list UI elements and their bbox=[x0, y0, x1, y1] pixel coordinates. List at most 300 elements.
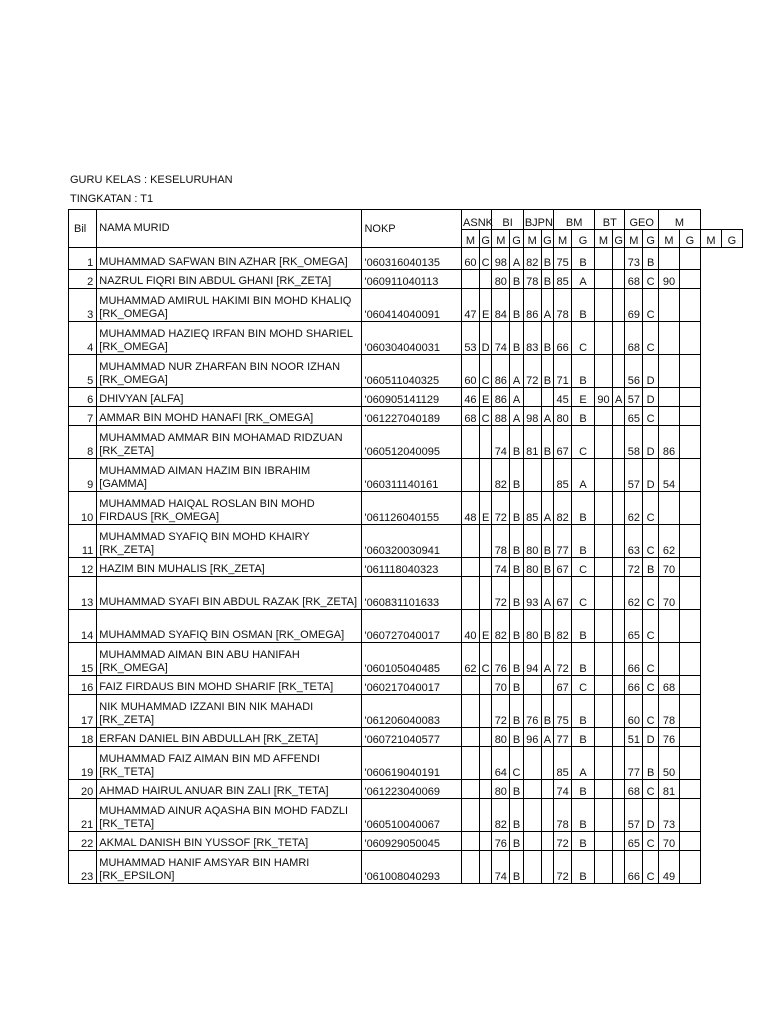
mark-cell: 47 bbox=[462, 289, 480, 322]
student-name: HAZIM BIN MUHALIS [RK_ZETA] bbox=[97, 558, 362, 577]
grade-cell: A bbox=[541, 643, 554, 676]
grade-cell bbox=[541, 747, 554, 780]
mark-cell: 57 bbox=[625, 459, 643, 492]
grade-cell bbox=[612, 747, 625, 780]
mark-cell: 74 bbox=[492, 558, 510, 577]
row-number: 5 bbox=[69, 355, 97, 388]
col-header-mark: M bbox=[625, 230, 643, 248]
grade-cell: B bbox=[510, 676, 524, 695]
table-row bbox=[69, 355, 743, 388]
row-number: 1 bbox=[69, 248, 97, 270]
mark-cell: 78 bbox=[492, 525, 510, 558]
grade-cell bbox=[479, 799, 492, 832]
grade-cell: D bbox=[643, 388, 659, 407]
mark-cell: 68 bbox=[625, 322, 643, 355]
table-row bbox=[69, 643, 743, 676]
grade-cell: C bbox=[572, 577, 595, 610]
grade-cell: B bbox=[510, 780, 524, 799]
mark-cell bbox=[523, 851, 541, 884]
mark-cell: 74 bbox=[492, 322, 510, 355]
col-header-subject: ASNK bbox=[462, 210, 492, 230]
mark-cell: 54 bbox=[659, 459, 680, 492]
grade-cell: B bbox=[541, 558, 554, 577]
student-name: MUHAMMAD AIMAN BIN ABU HANIFAH [RK_OMEGA] bbox=[97, 643, 362, 676]
student-ic-number: '060905141129 bbox=[362, 388, 462, 407]
grade-cell: B bbox=[510, 459, 524, 492]
grade-cell bbox=[541, 388, 554, 407]
student-ic-number: '061223040069 bbox=[362, 780, 462, 799]
mark-cell: 67 bbox=[554, 676, 572, 695]
grade-cell bbox=[679, 459, 700, 492]
table-row bbox=[69, 525, 743, 558]
mark-cell: 65 bbox=[625, 610, 643, 643]
mark-cell: 94 bbox=[523, 643, 541, 676]
col-header-mark: M bbox=[554, 230, 572, 248]
grade-cell: B bbox=[541, 610, 554, 643]
mark-cell: 46 bbox=[462, 388, 480, 407]
row-number: 22 bbox=[69, 832, 97, 851]
grade-cell: B bbox=[510, 289, 524, 322]
mark-cell: 71 bbox=[554, 355, 572, 388]
mark-cell: 84 bbox=[492, 289, 510, 322]
grade-cell: B bbox=[541, 322, 554, 355]
mark-cell bbox=[523, 388, 541, 407]
mark-cell: 76 bbox=[492, 832, 510, 851]
grade-cell: B bbox=[572, 610, 595, 643]
row-number: 14 bbox=[69, 610, 97, 643]
grade-cell bbox=[679, 780, 700, 799]
mark-cell: 63 bbox=[625, 525, 643, 558]
student-rows bbox=[69, 248, 743, 884]
mark-cell bbox=[595, 728, 613, 747]
grade-cell: B bbox=[572, 799, 595, 832]
mark-cell: 62 bbox=[625, 577, 643, 610]
grade-cell: B bbox=[541, 426, 554, 459]
mark-cell bbox=[462, 832, 480, 851]
grade-cell: B bbox=[510, 695, 524, 728]
student-ic-number: '061126040155 bbox=[362, 492, 462, 525]
grade-cell: A bbox=[510, 388, 524, 407]
grade-cell: C bbox=[643, 577, 659, 610]
row-number: 6 bbox=[69, 388, 97, 407]
student-ic-number: '060512040095 bbox=[362, 426, 462, 459]
grade-cell bbox=[612, 426, 625, 459]
grade-cell: E bbox=[479, 610, 492, 643]
grade-cell bbox=[679, 747, 700, 780]
student-name: DHIVYAN [ALFA] bbox=[97, 388, 362, 407]
mark-cell bbox=[659, 643, 680, 676]
grade-cell bbox=[612, 355, 625, 388]
mark-cell bbox=[595, 322, 613, 355]
grade-cell bbox=[479, 577, 492, 610]
grade-cell: C bbox=[643, 851, 659, 884]
grade-cell: C bbox=[479, 407, 492, 426]
mark-cell: 80 bbox=[492, 780, 510, 799]
mark-cell bbox=[595, 407, 613, 426]
mark-cell: 90 bbox=[595, 388, 613, 407]
mark-cell: 90 bbox=[659, 270, 680, 289]
col-header-mark: M bbox=[595, 230, 613, 248]
mark-cell: 56 bbox=[625, 355, 643, 388]
mark-cell bbox=[659, 355, 680, 388]
row-number: 23 bbox=[69, 851, 97, 884]
table-row bbox=[69, 832, 743, 851]
col-header-grade: G bbox=[643, 230, 659, 248]
mark-cell bbox=[595, 355, 613, 388]
grade-cell: D bbox=[479, 322, 492, 355]
grade-cell bbox=[679, 426, 700, 459]
grade-cell: C bbox=[643, 832, 659, 851]
table-row bbox=[69, 676, 743, 695]
table-row bbox=[69, 610, 743, 643]
table-row bbox=[69, 695, 743, 728]
student-name: ERFAN DANIEL BIN ABDULLAH [RK_ZETA] bbox=[97, 728, 362, 747]
mark-cell: 70 bbox=[492, 676, 510, 695]
mark-cell bbox=[659, 289, 680, 322]
grade-cell: B bbox=[643, 248, 659, 270]
grade-cell: B bbox=[572, 525, 595, 558]
mark-cell bbox=[523, 459, 541, 492]
mark-cell bbox=[462, 558, 480, 577]
mark-cell: 70 bbox=[659, 558, 680, 577]
grade-cell bbox=[679, 577, 700, 610]
mark-cell bbox=[595, 270, 613, 289]
col-header-mark: M bbox=[659, 230, 680, 248]
grade-cell bbox=[679, 355, 700, 388]
grade-cell bbox=[541, 799, 554, 832]
mark-cell bbox=[523, 747, 541, 780]
mark-cell: 80 bbox=[492, 728, 510, 747]
mark-cell: 72 bbox=[554, 851, 572, 884]
mark-cell: 77 bbox=[554, 728, 572, 747]
student-name: AKMAL DANISH BIN YUSSOF [RK_TETA] bbox=[97, 832, 362, 851]
row-number: 13 bbox=[69, 577, 97, 610]
row-number: 3 bbox=[69, 289, 97, 322]
grade-cell: A bbox=[572, 747, 595, 780]
mark-cell: 68 bbox=[625, 270, 643, 289]
table-row bbox=[69, 322, 743, 355]
mark-cell: 80 bbox=[554, 407, 572, 426]
grade-cell: C bbox=[643, 270, 659, 289]
mark-cell bbox=[523, 676, 541, 695]
grade-cell bbox=[679, 610, 700, 643]
student-ic-number: '060721040577 bbox=[362, 728, 462, 747]
results-table-viewport bbox=[68, 209, 737, 914]
table-row bbox=[69, 747, 743, 780]
grade-cell bbox=[612, 610, 625, 643]
table-row bbox=[69, 799, 743, 832]
grade-cell bbox=[479, 747, 492, 780]
grade-cell bbox=[679, 322, 700, 355]
row-number: 18 bbox=[69, 728, 97, 747]
mark-cell bbox=[523, 832, 541, 851]
mark-cell bbox=[462, 728, 480, 747]
grade-cell: A bbox=[541, 289, 554, 322]
student-ic-number: '060511040325 bbox=[362, 355, 462, 388]
mark-cell bbox=[595, 780, 613, 799]
mark-cell bbox=[595, 747, 613, 780]
mark-cell: 64 bbox=[492, 747, 510, 780]
grade-cell bbox=[612, 577, 625, 610]
grade-cell: B bbox=[510, 799, 524, 832]
col-header-name: NAMA MURID bbox=[97, 210, 362, 248]
grade-cell bbox=[679, 407, 700, 426]
mark-cell: 58 bbox=[625, 426, 643, 459]
col-header-subject: M bbox=[659, 210, 701, 230]
mark-cell bbox=[595, 799, 613, 832]
grade-cell: C bbox=[572, 426, 595, 459]
grade-cell bbox=[612, 780, 625, 799]
mark-cell: 48 bbox=[462, 492, 480, 525]
col-header-grade: G bbox=[572, 230, 595, 248]
mark-cell bbox=[595, 610, 613, 643]
grade-cell bbox=[479, 270, 492, 289]
row-number: 21 bbox=[69, 799, 97, 832]
student-ic-number: '061008040293 bbox=[362, 851, 462, 884]
student-name: MUHAMMAD SYAFIQ BIN OSMAN [RK_OMEGA] bbox=[97, 610, 362, 643]
mark-cell: 82 bbox=[492, 459, 510, 492]
table-row bbox=[69, 492, 743, 525]
mark-cell: 51 bbox=[625, 728, 643, 747]
mark-cell bbox=[595, 525, 613, 558]
grade-cell bbox=[612, 322, 625, 355]
mark-cell: 93 bbox=[523, 577, 541, 610]
row-number: 11 bbox=[69, 525, 97, 558]
row-number: 7 bbox=[69, 407, 97, 426]
mark-cell bbox=[659, 492, 680, 525]
mark-cell bbox=[523, 780, 541, 799]
col-header-grade: G bbox=[541, 230, 554, 248]
mark-cell: 76 bbox=[659, 728, 680, 747]
mark-cell bbox=[462, 270, 480, 289]
grade-cell: B bbox=[510, 832, 524, 851]
class-teacher-label: GURU KELAS : KESELURUHAN bbox=[70, 174, 233, 186]
col-header-mark: M bbox=[462, 230, 480, 248]
student-name: FAIZ FIRDAUS BIN MOHD SHARIF [RK_TETA] bbox=[97, 676, 362, 695]
grade-cell bbox=[612, 695, 625, 728]
mark-cell: 78 bbox=[554, 289, 572, 322]
mark-cell: 85 bbox=[523, 492, 541, 525]
grade-cell: B bbox=[541, 525, 554, 558]
mark-cell bbox=[462, 780, 480, 799]
grade-cell: A bbox=[510, 248, 524, 270]
table-row bbox=[69, 407, 743, 426]
mark-cell: 86 bbox=[523, 289, 541, 322]
mark-cell: 66 bbox=[554, 322, 572, 355]
col-header-subject: BT bbox=[595, 210, 625, 230]
grade-cell: C bbox=[643, 492, 659, 525]
grade-cell: B bbox=[572, 643, 595, 676]
mark-cell bbox=[659, 248, 680, 270]
grade-cell: A bbox=[572, 270, 595, 289]
grade-cell: D bbox=[643, 728, 659, 747]
row-number: 8 bbox=[69, 426, 97, 459]
student-ic-number: '060311140161 bbox=[362, 459, 462, 492]
student-ic-number: '061206040083 bbox=[362, 695, 462, 728]
mark-cell bbox=[462, 676, 480, 695]
grade-cell: B bbox=[572, 289, 595, 322]
table-row bbox=[69, 558, 743, 577]
grade-cell: C bbox=[643, 676, 659, 695]
student-ic-number: '060510040067 bbox=[362, 799, 462, 832]
table-row bbox=[69, 851, 743, 884]
mark-cell: 81 bbox=[523, 426, 541, 459]
mark-cell: 60 bbox=[625, 695, 643, 728]
mark-cell bbox=[595, 289, 613, 322]
grade-cell: B bbox=[510, 426, 524, 459]
grade-cell: A bbox=[510, 355, 524, 388]
grade-cell: B bbox=[510, 851, 524, 884]
grade-cell: C bbox=[643, 780, 659, 799]
mark-cell bbox=[595, 459, 613, 492]
grade-cell bbox=[541, 459, 554, 492]
grade-cell: B bbox=[510, 492, 524, 525]
grade-cell: E bbox=[479, 289, 492, 322]
grade-cell: B bbox=[510, 525, 524, 558]
grade-cell bbox=[612, 558, 625, 577]
grade-cell bbox=[479, 728, 492, 747]
grade-cell: B bbox=[541, 355, 554, 388]
student-name: AHMAD HAIRUL ANUAR BIN ZALI [RK_TETA] bbox=[97, 780, 362, 799]
row-number: 9 bbox=[69, 459, 97, 492]
grade-cell: C bbox=[643, 407, 659, 426]
student-ic-number: '061118040323 bbox=[362, 558, 462, 577]
mark-cell: 80 bbox=[523, 558, 541, 577]
col-header-subject: GEO bbox=[625, 210, 659, 230]
mark-cell: 74 bbox=[492, 426, 510, 459]
mark-cell bbox=[595, 695, 613, 728]
mark-cell: 82 bbox=[492, 799, 510, 832]
mark-cell bbox=[462, 799, 480, 832]
mark-cell bbox=[462, 525, 480, 558]
grade-cell bbox=[679, 388, 700, 407]
row-number: 20 bbox=[69, 780, 97, 799]
grade-cell bbox=[612, 676, 625, 695]
student-ic-number: '060316040135 bbox=[362, 248, 462, 270]
grade-cell: A bbox=[510, 407, 524, 426]
grade-cell: B bbox=[572, 832, 595, 851]
grade-cell bbox=[612, 525, 625, 558]
mark-cell: 82 bbox=[554, 610, 572, 643]
row-number: 4 bbox=[69, 322, 97, 355]
mark-cell: 68 bbox=[462, 407, 480, 426]
mark-cell: 80 bbox=[523, 610, 541, 643]
student-ic-number: '060911040113 bbox=[362, 270, 462, 289]
grade-cell: C bbox=[510, 747, 524, 780]
grade-cell bbox=[679, 832, 700, 851]
mark-cell: 62 bbox=[462, 643, 480, 676]
grade-cell bbox=[679, 248, 700, 270]
grade-cell: B bbox=[510, 558, 524, 577]
grade-cell bbox=[612, 492, 625, 525]
mark-cell: 86 bbox=[492, 355, 510, 388]
mark-cell: 75 bbox=[554, 695, 572, 728]
mark-cell: 65 bbox=[625, 832, 643, 851]
mark-cell: 77 bbox=[625, 747, 643, 780]
mark-cell bbox=[659, 388, 680, 407]
mark-cell: 72 bbox=[523, 355, 541, 388]
grade-cell: B bbox=[572, 492, 595, 525]
mark-cell: 82 bbox=[523, 248, 541, 270]
grade-cell bbox=[679, 728, 700, 747]
grade-cell: A bbox=[541, 728, 554, 747]
mark-cell: 80 bbox=[492, 270, 510, 289]
grade-cell: E bbox=[572, 388, 595, 407]
mark-cell: 60 bbox=[462, 355, 480, 388]
grade-cell bbox=[541, 832, 554, 851]
table-row bbox=[69, 270, 743, 289]
mark-cell: 98 bbox=[523, 407, 541, 426]
student-name: MUHAMMAD HAIQAL ROSLAN BIN MOHD FIRDAUS [RK_OMEGA] bbox=[97, 492, 362, 525]
grade-cell bbox=[679, 676, 700, 695]
grade-cell bbox=[479, 851, 492, 884]
grade-cell: B bbox=[572, 780, 595, 799]
grade-cell bbox=[679, 799, 700, 832]
grade-cell: B bbox=[541, 695, 554, 728]
grade-cell: C bbox=[572, 676, 595, 695]
student-ic-number: '060831101633 bbox=[362, 577, 462, 610]
mark-cell: 53 bbox=[462, 322, 480, 355]
grade-cell: A bbox=[612, 388, 625, 407]
grade-cell bbox=[679, 525, 700, 558]
mark-cell: 85 bbox=[554, 747, 572, 780]
mark-cell bbox=[595, 558, 613, 577]
grade-cell: C bbox=[643, 610, 659, 643]
grade-cell bbox=[479, 780, 492, 799]
grade-cell bbox=[612, 289, 625, 322]
grade-cell: B bbox=[541, 248, 554, 270]
mark-cell bbox=[595, 851, 613, 884]
mark-cell: 69 bbox=[625, 289, 643, 322]
grade-cell bbox=[541, 676, 554, 695]
student-name: NAZRUL FIQRI BIN ABDUL GHANI [RK_ZETA] bbox=[97, 270, 362, 289]
col-header-subject: BM bbox=[554, 210, 595, 230]
grade-cell bbox=[679, 558, 700, 577]
student-name: MUHAMMAD AINUR AQASHA BIN MOHD FADZLI [RK_TETA] bbox=[97, 799, 362, 832]
mark-cell: 67 bbox=[554, 558, 572, 577]
col-header-nokp: NOKP bbox=[362, 210, 462, 248]
grade-cell: B bbox=[510, 270, 524, 289]
grade-cell: D bbox=[643, 799, 659, 832]
col-header-grade: G bbox=[679, 230, 700, 248]
mark-cell: 72 bbox=[625, 558, 643, 577]
student-ic-number: '060414040091 bbox=[362, 289, 462, 322]
row-number: 10 bbox=[69, 492, 97, 525]
mark-cell: 66 bbox=[625, 851, 643, 884]
mark-cell: 83 bbox=[523, 322, 541, 355]
grade-cell bbox=[612, 728, 625, 747]
table-row bbox=[69, 577, 743, 610]
student-name: MUHAMMAD FAIZ AIMAN BIN MD AFFENDI [RK_TETA] bbox=[97, 747, 362, 780]
student-name: MUHAMMAD SAFWAN BIN AZHAR [RK_OMEGA] bbox=[97, 248, 362, 270]
col-header-mark: M bbox=[700, 230, 721, 248]
student-ic-number: '060304040031 bbox=[362, 322, 462, 355]
mark-cell: 66 bbox=[625, 643, 643, 676]
grade-cell bbox=[679, 643, 700, 676]
grade-cell bbox=[679, 270, 700, 289]
col-header-subject: BI bbox=[492, 210, 523, 230]
grade-cell bbox=[612, 643, 625, 676]
mark-cell bbox=[595, 248, 613, 270]
mark-cell: 77 bbox=[554, 525, 572, 558]
table-row bbox=[69, 388, 743, 407]
grade-cell bbox=[679, 289, 700, 322]
mark-cell: 45 bbox=[554, 388, 572, 407]
table-row bbox=[69, 289, 743, 322]
grade-cell: E bbox=[479, 492, 492, 525]
table-row bbox=[69, 459, 743, 492]
mark-cell: 60 bbox=[462, 248, 480, 270]
